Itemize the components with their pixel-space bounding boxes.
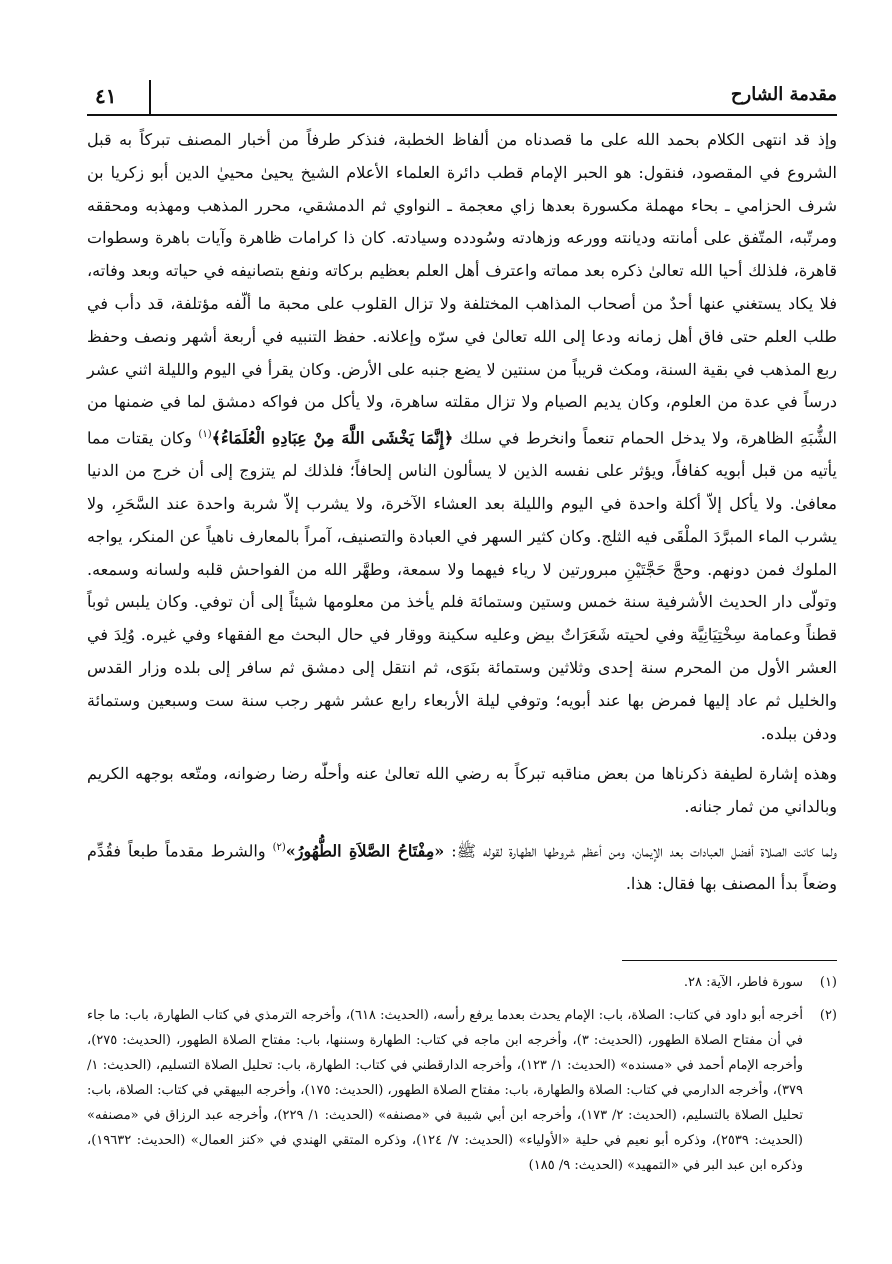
paragraph-blessing [87, 758, 837, 824]
footnotes [87, 970, 837, 1186]
quran-verse: ﴿إِنَّمَا يَخْشَى اللَّهَ مِنْ عِبَادِهِ الْعُلَمَاءُ﴾ [211, 428, 454, 448]
paragraph-transition [87, 832, 837, 901]
hadith-quote: «مِفْتَاحُ الصَّلاَةِ الطُّهُورُ» [285, 841, 445, 861]
footnote-number: (١) [819, 975, 837, 990]
paragraph-text: وهذه إشارة لطيفة ذكرناها من بعض مناقبه تبركاً به رضي الله تعالىٰ عنه وأحلّه رضا رضوانه، ومتّعه بوجهه الكريم وبالداني من ثمار جنانه. [87, 764, 837, 817]
paragraph-text: وإذ قد انتهى الكلام بحمد الله على ما قصدناه من ألفاظ الخطبة، فنذكر طرفاً من أخبار المصنف تبركاً به قبل الشروع في المقصود، فنقول: هو الحبر الإمام قطب دائرة العلماء الأعلام الشيخ يحيىٰ محييٰ الدين أبو زكريا بن شرف الحزامي ـ بحاء مهملة مكسورة بعدها زاي معجمة ـ النواوي ثم الدمشقي، محرر المذهب ومهذبه ومحققه ومرتّبه، المتّفق على أمانته وديانته وورعه وزهادته وسُودده وسيادته. كان ذا كرامات ظاهرة وآيات باهرة وسطوات قاهرة، فلذلك أحيا الله تعالىٰ ذكره بعد مماته واعترف أهل العلم بعظيم بركاته ونفع بتصانيفه في حياته وبعد وفاته، فلا يكاد يستغني عنها أحدٌ من أصحاب المذاهب المختلفة ولا تزال القلوب على محبة ما ألّفه مؤتلفة، قد دأب في طلب العلم حتى فاق أهل زمانه ودعا إلى الله تعالىٰ في سرّه وإعلانه. حفظ التنبيه في أربعة أشهر ونصف وحفظ ربع المذهب في بقية السنة، ومكث قريباً من سنتين لا يضع جنبه على الأرض. وكان يقرأ في اليوم والليلة اثني عشر درساً في عدة من العلوم، وكان يديم الصيام ولا تزال مقلته ساهرة، ولا يأكل من فواكه دمشق لما في ضمنها من الشُّبَهِ الظاهرة، ولا يدخل الحمام تنعماً وانخرط في سلك [87, 130, 837, 448]
footnote-text: سورة فاطر، الآية: ٢٨. [683, 975, 803, 990]
footnote-2 [87, 1003, 837, 1178]
paragraph-biography [87, 124, 837, 750]
footnote-number: (٢) [819, 1008, 837, 1023]
header-divider [149, 80, 151, 114]
footnote-text: أخرجه أبو داود في كتاب: الصلاة، باب: الإمام يحدث بعدما يرفع رأسه، (الحديث: ٦١٨)، وأخرجه الترمذي في كتاب الطهارة، باب: ما جاء في أن مفتاح الصلاة الطهور، (الحديث: ٣)، وأخرجه ابن ماجه في كتاب: الطهارة وسننها، باب: مفتاح الصلاة الطهور، (الحديث: ٢٧٥)، وأخرجه الإمام أحمد في «مسنده» (الحديث: ١/ ١٢٣)، وأخرجه الدارقطني في كتاب: الطهارة، باب: تحليل الصلاة التسليم، (الحديث: ١/ ٣٧٩)، وأخرجه الدارمي في كتاب: الصلاة والطهارة، باب: مفتاح الصلاة الطهور، (الحديث: ١٧٥)، وأخرجه البيهقي في كتاب: الصلاة، باب: تحليل الصلاة بالتسليم، (الحديث: ٢/ ١٧٣)، وأخرجه ابن أبي شيبة في «مصنفه» (الحديث: ١/ ٢٢٩)، وأخرجه عبد الرزاق في «مصنفه» (الحديث: ٢٥٣٩)، وذكره أبو نعيم في حلية «الأولياء» (الحديث: ٧/ ١٢٤)، وذكره المتقي الهندي في «كنز العمال» (الحديث: ١٩٦٣٢)، وذكره ابن عبد البر في «التمهيد» (الحديث: ٩/ ١٨٥) [87, 1008, 804, 1173]
paragraph-text: ولما كانت الصلاة أفضل العبادات بعد الإيمان، ومن أعظم شروطها الطهارة لقوله ﷺ: [451, 841, 838, 861]
running-header [87, 80, 837, 116]
paragraph-text-cont: وكان يقتات مما يأتيه من قبل أبويه كفافاً، ويؤثر على نفسه الذين لا يسألون الناس إلحافاً؛ فلذلك لم يتزوج إلى أن خرج من الدنيا معافىٰ. ولا يأكل إلاّ أكلة واحدة في اليوم والليلة بعد العشاء الآخرة، ولا يشرب إلاّ شربة واحدة عند السَّحَرِ، ولا يشرب الماء المبرَّدَ الملْقَى فيه الثلج. وكان كثير السهر في العبادة والتصنيف، آمراً بالمعارف ناهياً عن المنكر، يواجه الملوك فمن دونهم. وحجَّ حَجَّتَيْنِ مبرورتين لا رياء فيهما ولا سمعة، وطهَّر الله من الفواحش قلبه ولسانه وسمعه. وتولّى دار الحديث الأشرفية سنة خمس وستين وستمائة فلم يأخذ من معلومها شيئاً إلى أن توفي. وكان يلبس ثوباً قطناً وعمامة سِخْتِيَانِيَّة وفي لحيته شَعَرَاتٌ بيض وعليه سكينة ووقار في حال البحث مع الفقهاء وفي غيره. وُلِدَ في العشر الأول من المحرم سنة إحدى وثلاثين وستمائة بنَوَى، ثم انتقل إلى دمشق ثم سافر إلى بلده وزار القدس والخليل ثم عاد إليها فمرض بها عند أبويه؛ وتوفي ليلة الأربعاء رابع عشر شهر رجب سنة ست وسبعين وستمائة ودفن ببلده. [87, 428, 838, 743]
main-text [87, 124, 837, 901]
footnote-separator [622, 960, 837, 961]
footnote-ref: (١) [198, 429, 212, 441]
paragraph-text-cont: والشرط مقدماً طبعاً فقُدِّم وضعاً بدأ المصنف بها فقال: هذا. [87, 841, 837, 894]
page-number: ٤١ [95, 84, 117, 108]
footnote-1 [87, 970, 837, 995]
chapter-title: مقدمة الشارح [730, 84, 837, 105]
footnote-ref: (٢) [272, 842, 286, 854]
